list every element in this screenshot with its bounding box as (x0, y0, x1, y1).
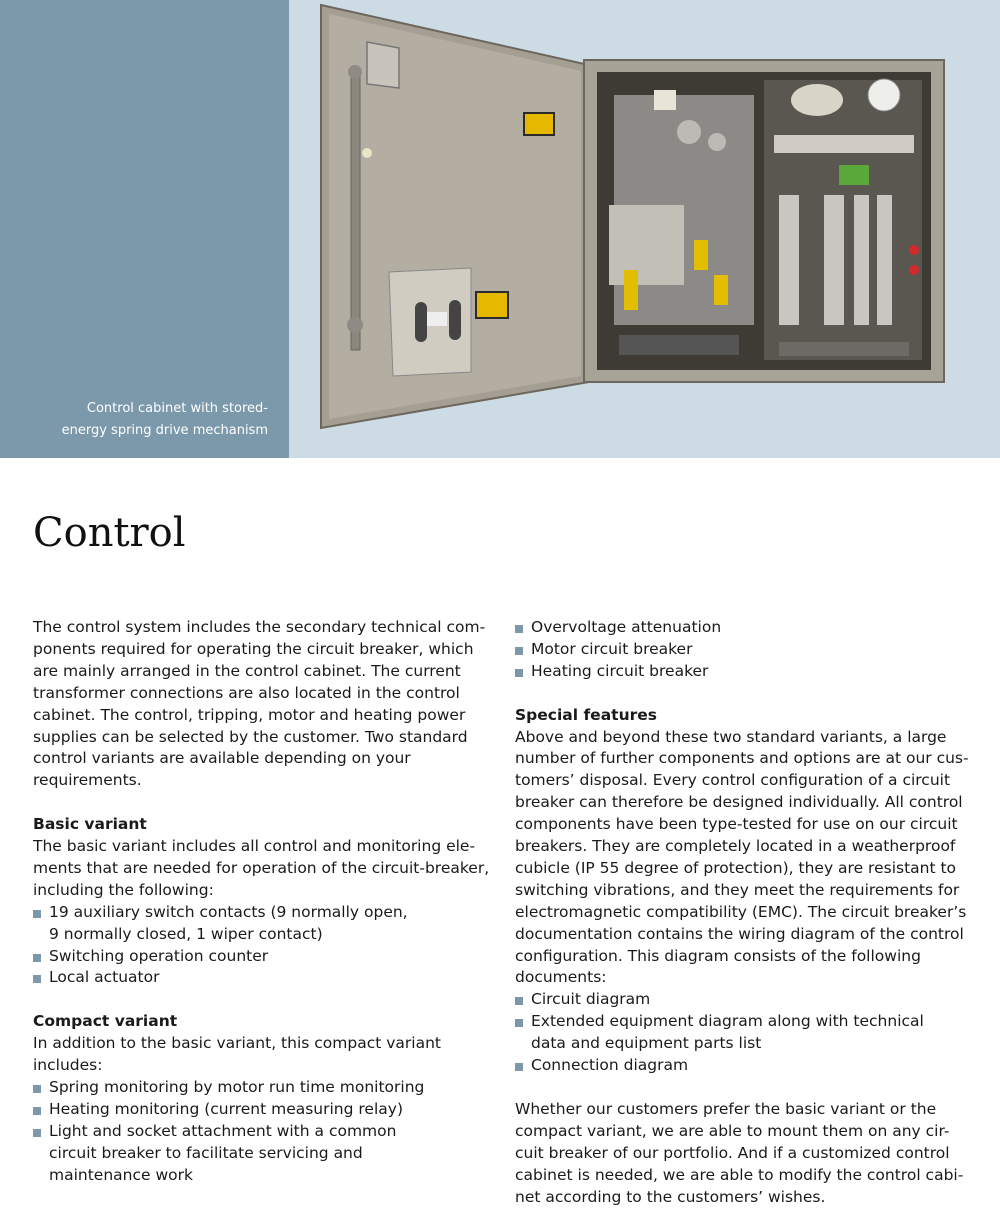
text-line: electromagnetic compatibility (EMC). The circuit breaker’s (515, 902, 967, 921)
cable-duct (619, 335, 739, 355)
text-line: switching vibrations, and they meet the requirements for (515, 880, 960, 899)
holder-slot (449, 300, 461, 340)
bullet-square-icon (515, 1019, 523, 1027)
compact-variant-heading: Compact variant (33, 1012, 178, 1031)
bullet-square-icon (33, 1085, 41, 1093)
drive-wheel (677, 120, 701, 144)
text-line: cabinet. The control, tripping, motor and heating power (33, 705, 466, 724)
text-line: ments that are needed for operation of the circuit-breaker, (33, 858, 490, 877)
door-knob (362, 148, 372, 158)
terminal-strip (877, 195, 892, 325)
list-item: Circuit diagram (515, 989, 985, 1011)
list-item: Local actuator (33, 967, 503, 989)
indicator-lamp (909, 245, 919, 255)
text-line: control variants are available depending on your (33, 749, 411, 768)
bullet-square-icon (33, 954, 41, 962)
pressure-gauge-icon (868, 79, 900, 111)
terminal-block (624, 270, 638, 310)
terminal-strip (824, 195, 844, 325)
text-line: supplies can be selected by the customer. Two standard (33, 727, 468, 746)
text-line: compact variant, we are able to mount them on any cir- (515, 1121, 950, 1140)
text-line: components have been type-tested for use on our circuit (515, 815, 958, 834)
list-item: Heating monitoring (current measuring relay) (33, 1099, 503, 1121)
terminal-green (839, 165, 869, 185)
bullet-square-icon (515, 647, 523, 655)
caption-line: Control cabinet with stored- (86, 401, 268, 416)
text-line: breaker can therefore be designed individually. All control (515, 793, 963, 812)
door-window (367, 42, 399, 88)
text-line: cuit breaker of our portfolio. And if a customized control (515, 1143, 950, 1162)
special-features-paragraph (515, 727, 985, 990)
text-line: includes: (33, 1056, 103, 1075)
text-line: Whether our customers prefer the basic variant or the (515, 1099, 937, 1118)
text-line: cabinet is needed, we are able to modify the control cabi- (515, 1165, 964, 1184)
text-line: documentation contains the wiring diagram of the control (515, 924, 964, 943)
text-line: cubicle (IP 55 degree of protection), they are resistant to (515, 858, 957, 877)
list-item: Connection diagram (515, 1055, 985, 1077)
warning-label-icon (524, 113, 554, 135)
cable-glands (779, 342, 909, 356)
spring-housing (609, 205, 684, 285)
heater-unit (791, 84, 843, 116)
text-line: tomers’ disposal. Every control configuration of a circuit (515, 771, 951, 790)
intro-paragraph (33, 617, 503, 792)
list-item: Heating circuit breaker (515, 661, 985, 683)
documents-list (515, 989, 985, 1077)
text-line: requirements. (33, 771, 142, 790)
terminal-strip (854, 195, 869, 325)
list-item: Motor circuit breaker (515, 639, 985, 661)
compact-variant-list-continued (515, 617, 985, 683)
photo-caption (8, 398, 268, 442)
text-line: The basic variant includes all control and monitoring ele- (33, 837, 476, 856)
compact-variant-list (33, 1077, 503, 1187)
din-rail (774, 135, 914, 153)
basic-variant-list (33, 902, 503, 990)
list-item: Switching operation counter (33, 946, 503, 968)
terminal-strip (779, 195, 799, 325)
drive-wheel (708, 133, 726, 151)
left-column (33, 617, 503, 1187)
rod-handle-top (348, 65, 362, 79)
text-line: documents: (515, 968, 607, 987)
holder-slot (415, 302, 427, 342)
page-title: Control (33, 510, 186, 556)
list-item: Extended equipment diagram along with technical data and equipment parts list (515, 1011, 985, 1055)
bullet-square-icon (515, 997, 523, 1005)
text-line: transformer connections are also located in the control (33, 683, 460, 702)
terminal-block (694, 240, 708, 270)
text-line: The control system includes the secondary technical com- (33, 618, 486, 636)
bullet-square-icon (515, 669, 523, 677)
right-column (515, 617, 985, 1208)
control-cabinet-photo (299, 0, 1000, 458)
bullet-square-icon (515, 1063, 523, 1071)
cabinet-illustration (299, 0, 1000, 458)
type-plate (427, 312, 447, 326)
text-line: are mainly arranged in the control cabinet. The current (33, 661, 461, 680)
bullet-square-icon (33, 975, 41, 983)
indicator-lamp (909, 265, 919, 275)
special-features-heading: Special features (515, 705, 657, 724)
text-line: number of further components and options are at our cus- (515, 749, 969, 768)
text-line: In addition to the basic variant, this compact variant (33, 1034, 441, 1053)
relay-module (654, 90, 676, 110)
list-item: Spring monitoring by motor run time monitoring (33, 1077, 503, 1099)
bullet-square-icon (33, 910, 41, 918)
rod-handle-bottom (347, 317, 363, 333)
basic-variant-heading: Basic variant (33, 815, 147, 834)
text-line: including the following: (33, 880, 214, 899)
locking-rod (351, 70, 360, 350)
text-line: configuration. This diagram consists of the following (515, 946, 921, 965)
closing-paragraph (515, 1099, 985, 1209)
bullet-square-icon (33, 1107, 41, 1115)
basic-variant-paragraph (33, 836, 503, 902)
text-line: ponents required for operating the circuit breaker, which (33, 639, 474, 658)
list-item: Light and socket attachment with a common circuit breaker to facilitate servicing and maintenance work (33, 1121, 503, 1187)
caption-line: energy spring drive mechanism (61, 423, 268, 438)
warning-label-icon (476, 292, 508, 318)
text-line: net according to the customers’ wishes. (515, 1187, 826, 1206)
caption-panel (0, 0, 289, 458)
list-item: 19 auxiliary switch contacts (9 normally open, 9 normally closed, 1 wiper contact) (33, 902, 503, 946)
bullet-square-icon (33, 1129, 41, 1137)
text-line: Above and beyond these two standard variants, a large (515, 727, 947, 746)
compact-variant-paragraph (33, 1033, 503, 1077)
terminal-block (714, 275, 728, 305)
text-line: breakers. They are completely located in a weatherproof (515, 837, 956, 856)
list-item: Overvoltage attenuation (515, 617, 985, 639)
bullet-square-icon (515, 625, 523, 633)
